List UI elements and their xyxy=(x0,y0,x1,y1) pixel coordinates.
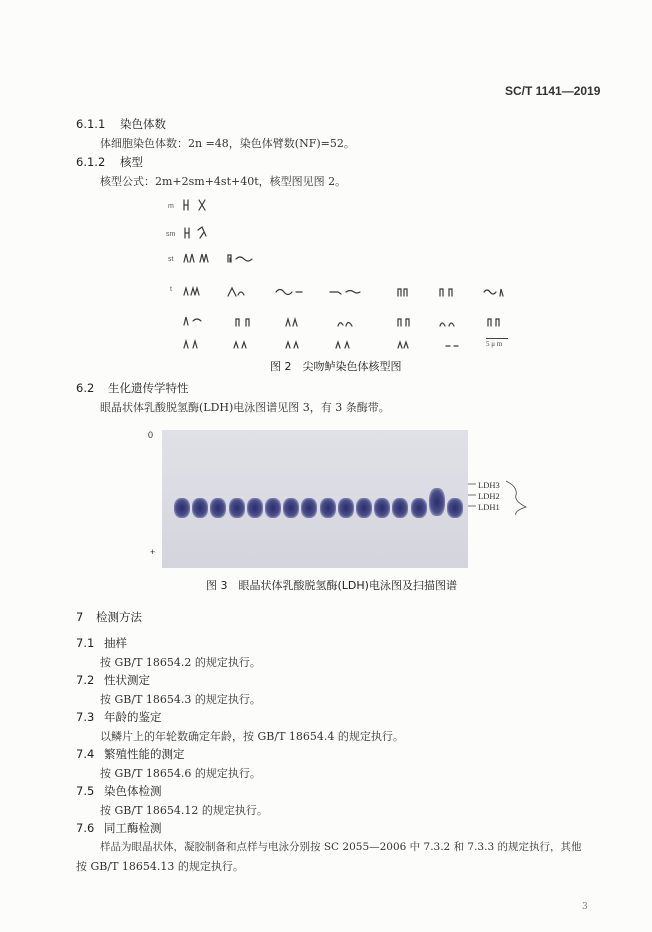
gel-band-lane xyxy=(210,498,226,518)
karyotype-row-label-st: st xyxy=(168,256,174,263)
gel-band-lane xyxy=(392,498,408,518)
heading-title: 生化遗传学特性 xyxy=(108,381,189,395)
heading-number: 7.3 xyxy=(76,710,95,724)
heading-title: 年龄的鉴定 xyxy=(104,710,162,724)
paragraph-7-1: 按 GB/T 18654.2 的规定执行。 xyxy=(100,656,261,669)
gel-band-lane xyxy=(338,498,354,518)
band-label-ldh1: LDH1 xyxy=(478,502,500,512)
gel-origin-label: 0 xyxy=(148,430,154,440)
paragraph-7-5: 按 GB/T 18654.12 的规定执行。 xyxy=(100,804,268,817)
gel-band-lane xyxy=(374,498,390,518)
paragraph-karyotype-formula: 核型公式：2m+2sm+4st+40t，核型图见图 2。 xyxy=(100,175,347,188)
paragraph-7-6-line2: 按 GB/T 18654.13 的规定执行。 xyxy=(76,860,244,873)
paragraph-7-6-line1: 样品为眼晶状体，凝胶制备和点样与电泳分别按 SC 2055—2006 中 7.3.2 和 7.3.3 的规定执行，其他 xyxy=(100,841,582,853)
band-label-ldh3: LDH3 xyxy=(478,480,500,490)
heading-6-2 xyxy=(76,380,189,396)
heading-7-4 xyxy=(76,746,185,762)
gel-band-lane xyxy=(283,498,299,518)
gel-plus-label: + xyxy=(150,547,156,557)
heading-7-5 xyxy=(76,783,162,799)
gel-band-lane xyxy=(192,498,208,518)
scan-profile-bracket xyxy=(466,478,536,518)
heading-number: 7.2 xyxy=(76,673,95,687)
heading-number: 6.1.1 xyxy=(76,117,106,131)
heading-title: 同工酶检测 xyxy=(104,821,162,835)
gel-band-lane xyxy=(301,498,317,518)
heading-number: 7.1 xyxy=(76,636,95,650)
heading-title: 性状测定 xyxy=(104,673,150,687)
karyotype-row-label-m: m xyxy=(168,203,174,210)
gel-band-lane xyxy=(247,498,263,518)
figure-2-caption: 图 2 尖吻鲈染色体核型图 xyxy=(270,360,402,373)
heading-7-3 xyxy=(76,709,162,725)
gel-band-lane xyxy=(265,498,281,518)
heading-number: 6.1.2 xyxy=(76,155,106,169)
heading-number: 7.4 xyxy=(76,747,95,761)
heading-7-6 xyxy=(76,820,162,836)
karyotype-chromosomes xyxy=(0,0,652,360)
heading-7-1 xyxy=(76,635,127,651)
gel-band-lane xyxy=(411,498,427,518)
gel-band-lane xyxy=(429,488,445,516)
gel-band-lane xyxy=(229,498,245,518)
gel-band-lane xyxy=(447,498,463,518)
heading-number: 7 xyxy=(76,610,84,624)
paragraph-7-4: 按 GB/T 18654.6 的规定执行。 xyxy=(100,767,261,780)
paragraph-ldh: 眼晶状体乳酸脱氢酶(LDH)电泳图谱见图 3，有 3 条酶带。 xyxy=(100,401,390,414)
paragraph-7-2: 按 GB/T 18654.3 的规定执行。 xyxy=(100,693,261,706)
paragraph-chromosome-number: 体细胞染色体数：2n =48，染色体臂数(NF)=52。 xyxy=(100,137,355,150)
heading-title: 检测方法 xyxy=(96,610,142,624)
heading-7-2 xyxy=(76,672,150,688)
gel-band-lane xyxy=(320,498,336,518)
standard-number: SC/T 1141—2019 xyxy=(505,84,601,98)
page-number: 3 xyxy=(582,902,588,912)
gel-band-lane xyxy=(356,498,372,518)
karyotype-row-label-t: t xyxy=(170,286,172,293)
electrophoresis-gel-image xyxy=(162,430,468,568)
heading-title: 繁殖性能的测定 xyxy=(104,747,185,761)
heading-number: 7.5 xyxy=(76,784,95,798)
karyotype-row-label-sm: sm xyxy=(166,231,176,238)
scale-label: 5 μ m xyxy=(486,340,503,348)
band-label-ldh2: LDH2 xyxy=(478,491,500,501)
scale-bar xyxy=(486,338,508,339)
heading-title: 抽样 xyxy=(104,636,127,650)
heading-title: 染色体检测 xyxy=(104,784,162,798)
heading-title: 核型 xyxy=(120,155,143,169)
figure-3-caption: 图 3 眼晶状体乳酸脱氢酶(LDH)电泳图及扫描图谱 xyxy=(206,579,457,592)
gel-band-lane xyxy=(174,498,190,518)
heading-number: 6.2 xyxy=(76,381,95,395)
paragraph-7-3: 以鳞片上的年轮数确定年龄，按 GB/T 18654.4 的规定执行。 xyxy=(100,730,404,743)
heading-number: 7.6 xyxy=(76,821,95,835)
heading-title: 染色体数 xyxy=(120,117,166,131)
heading-7 xyxy=(76,609,142,625)
